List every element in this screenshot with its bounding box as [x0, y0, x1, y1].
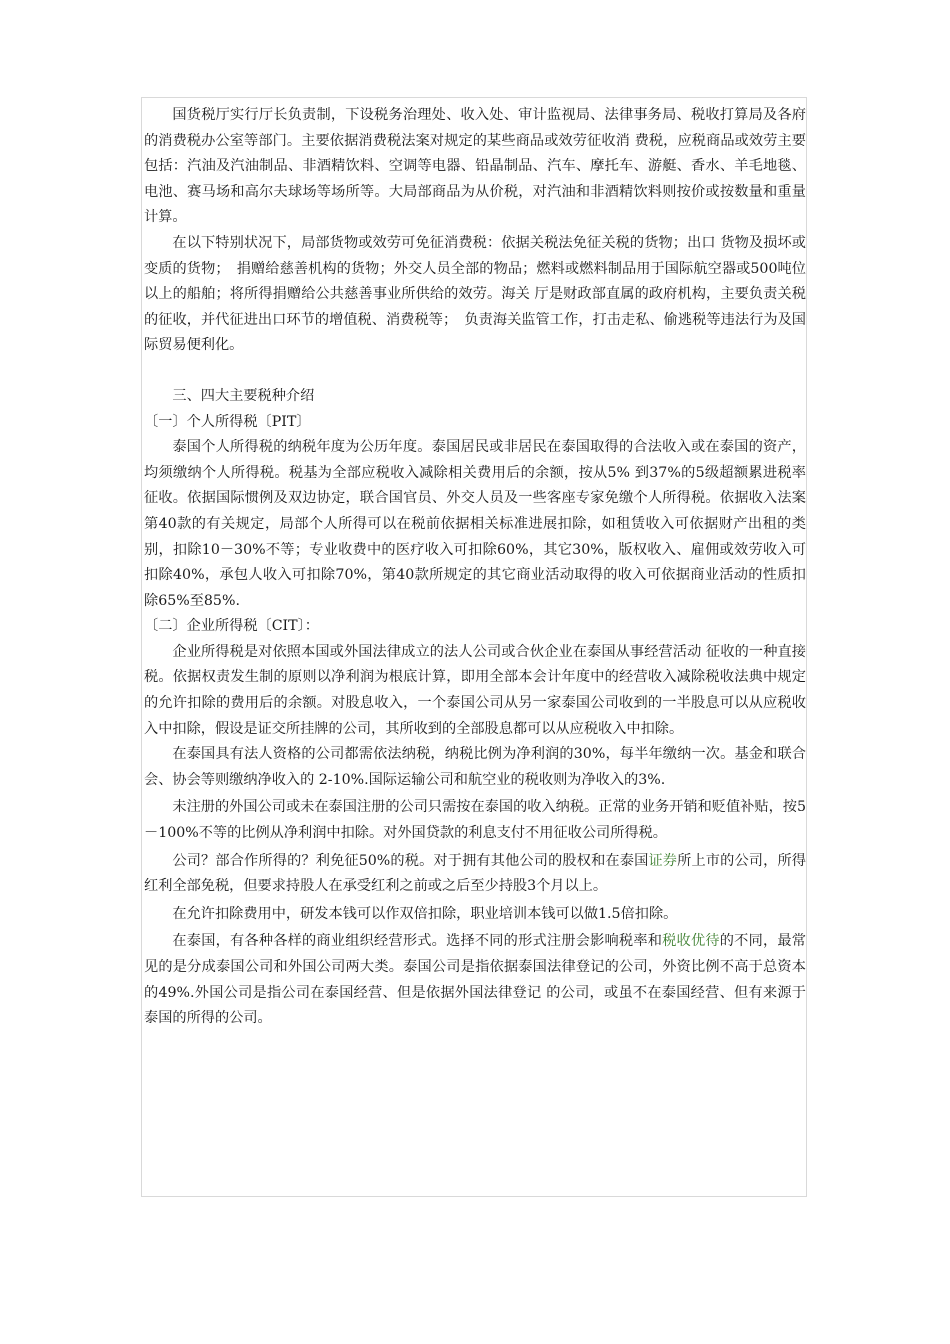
paragraph-excise-department: 国货税厅实行厅长负责制，下设税务治理处、收入处、审计监视局、法律事务局、税收打算局及各府的消费税办公室等部门。主要依据消费税法案对规定的某些商品或效劳征收消 费税，应税商品或效劳主要包括：汽油及汽油制品、非酒精饮料、空调等电器、铅晶制品、汽车、摩托车、游艇、香水、羊毛地毯、电池、赛马场和高尔夫球场等场所等。大局部商品为从价税，对汽油和非酒精饮料则按价或按数量和重量计算。 — [144, 107, 806, 226]
paragraph-cit-definition: 企业所得税是对依照本国或外国法律成立的法人公司或合伙企业在泰国从事经营活动 征收的一种直接税。依据权责发生制的原则以净利润为根底计算，即用全部本会计年度中的经营收入减除税收法典中规定的允许扣除的费用后的余额。对股息收入，一个泰国公司从另一家泰国公司收到的一半股息可以从应税收入中扣除，假设是证交所挂牌的公司，其所收到的全部股息都可以从应税收入中扣除。 — [144, 643, 806, 737]
subheading-pit: 〔一〕个人所得税〔PIT〕 — [144, 413, 311, 430]
paragraph-dividend-text-a: 公司？部合作所得的？利免征50%的税。对于拥有其他公司的股权和在泰国 — [172, 852, 649, 869]
document-body — [144, 103, 806, 1032]
paragraph-excise-exemptions: 在以下特别状况下，局部货物或效劳可免征消费税：依据关税法免征关税的货物；出口 货物及损坏或变质的货物； 捐赠给慈善机构的货物；外交人员全部的物品；燃料或燃料制品用于国际航空器或500吨位以上的船舶；将所得捐赠给公共慈善事业所供给的效劳。海关 厅是财政部直属的政府机构，主要负责关税的征收，并代征进出口环节的增值税、消费税等； 负责海关监管工作，打击走私、偷逃税等违法行为及国际贸易便利化。 — [144, 234, 806, 354]
paragraph-rd-deduction: 在允许扣除费用中，研发本钱可以作双倍扣除，职业培训本钱可以做1.5倍扣除。 — [172, 905, 678, 922]
section-heading-four-taxes: 三、四大主要税种介绍 — [172, 387, 315, 404]
paragraph-business-forms — [144, 929, 806, 1031]
paragraph-business-text-b: 的不同，最常见的是分成泰国公司和外国公司两大类。泰国公司是指依据泰国法律登记的公司，外资比例不高于总资本的49%.外国公司是指公司在泰国经营、但是依据外国法律登记 的公司，或虽不在泰国经营、但有来源于泰国的所得的公司。 — [144, 933, 806, 1027]
link-tax-incentives[interactable]: 税收优待 — [662, 933, 720, 950]
link-securities[interactable]: 证券 — [648, 852, 678, 869]
paragraph-foreign-company: 未注册的外国公司或未在泰国注册的公司只需按在泰国的收入纳税。正常的业务开销和贬值补贴，按5－100%不等的比例从净利润中扣除。对外国贷款的利息支付不用征收公司所得税。 — [144, 799, 806, 842]
paragraph-pit: 泰国个人所得税的纳税年度为公历年度。泰国居民或非居民在泰国取得的合法收入或在泰国的资产，均须缴纳个人所得税。税基为全部应税收入减除相关费用后的余额，按从5% 到37%的5级超额累进税率征收。依据国际惯例及双边协定，联合国官员、外交人员及一些客座专家免缴个人所得税。依据收入法案第40款的有关规定，局部个人所得可以在税前依据相关标准进展扣除，如租赁收入可依据财产出租的类别，扣除10－30%不等；专业收费中的医疗收入可扣除60%，其它30%，版权收入、雇佣或效劳收入可扣除40%，承包人收入可扣除70%，第40款所规定的其它商业活动取得的收入可依据商业活动的性质扣除65%至85%. — [144, 439, 806, 609]
paragraph-dividend-exemption — [144, 849, 806, 900]
paragraph-spacer — [144, 359, 806, 384]
paragraph-business-text-a: 在泰国，有各种各样的商业组织经营形式。选择不同的形式注册会影响税率和 — [172, 933, 663, 950]
subheading-cit: 〔二〕企业所得税〔CIT〕： — [144, 618, 319, 635]
paragraph-cit-rate: 在泰国具有法人资格的公司都需依法纳税，纳税比例为净利润的30%，每半年缴纳一次。基金和联合会、协会等则缴纳净收入的 2-10%.国际运输公司和航空业的税收则为净收入的3%. — [144, 746, 806, 788]
paragraph-dividend-text-b: 所上市的公司，所得红利全部免税，但要求持股人在承受红利之前或之后至少持股3个月以上。 — [144, 852, 806, 895]
